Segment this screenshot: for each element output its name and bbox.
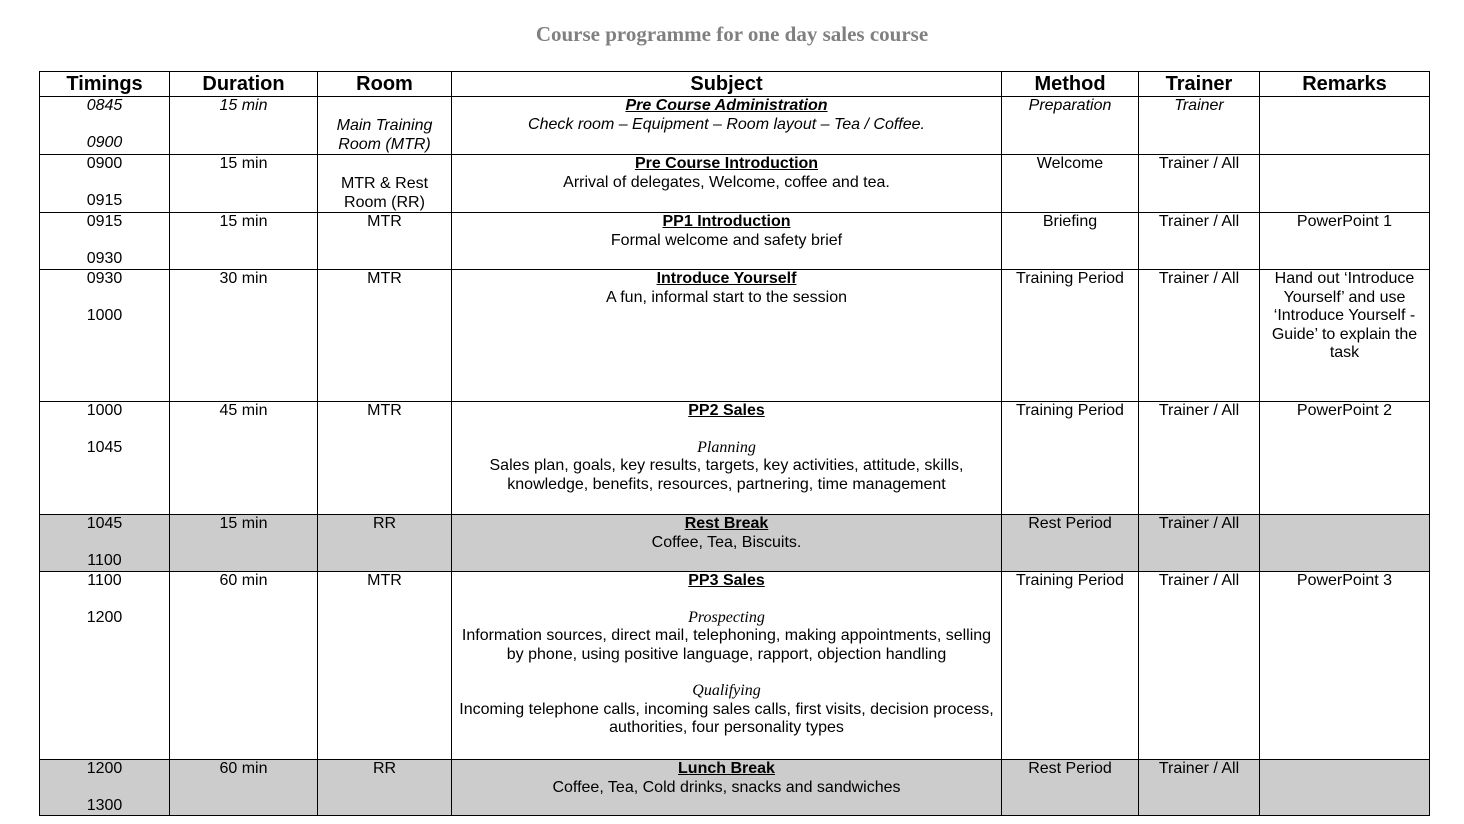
section-title: Prospecting <box>688 608 765 626</box>
subject-cell <box>452 213 1002 270</box>
duration-cell: 15 min <box>170 213 318 270</box>
remarks-cell: PowerPoint 1 <box>1260 213 1430 270</box>
subject-text: Coffee, Tea, Biscuits. <box>651 533 802 551</box>
section-text: Sales plan, goals, key results, targets, key activities, attitude, skills, knowledge, benefits, resources, partnering, time management <box>489 457 964 493</box>
trainer-cell: Trainer / All <box>1139 515 1260 572</box>
end-time: 0930 <box>86 249 123 267</box>
header-room: Room <box>318 72 452 97</box>
timings-cell <box>40 270 170 402</box>
table-row <box>40 155 1430 213</box>
start-time: 0915 <box>86 213 123 230</box>
room-cell: Main Training Room (MTR) <box>318 97 452 155</box>
header-method: Method <box>1002 72 1139 97</box>
remarks-cell <box>1260 155 1430 213</box>
header-remarks: Remarks <box>1260 72 1430 97</box>
subject-cell <box>452 155 1002 213</box>
subject-text: Check room – Equipment – Room layout – Tea / Coffee. <box>528 115 925 133</box>
room-cell: RR <box>318 515 452 572</box>
section-text: Information sources, direct mail, telephoning, making appointments, selling by phone, using positive language, rapport, objection handling <box>461 627 992 663</box>
subject-cell <box>452 515 1002 572</box>
timings-cell <box>40 213 170 270</box>
room-cell: MTR <box>318 572 452 760</box>
timings-cell <box>40 572 170 760</box>
section-title: Qualifying <box>692 682 761 699</box>
method-cell: Training Period <box>1002 402 1139 515</box>
table-row <box>40 402 1430 515</box>
timings-cell <box>40 760 170 816</box>
room-cell: MTR & Rest Room (RR) <box>318 155 452 213</box>
method-cell: Training Period <box>1002 270 1139 402</box>
remarks-cell <box>1260 760 1430 816</box>
subject-title: PP1 Introduction <box>662 213 791 230</box>
start-time: 1100 <box>87 572 122 589</box>
room-cell: RR <box>318 760 452 816</box>
subject-title: Pre Course Introduction <box>634 155 819 172</box>
remarks-cell <box>1260 97 1430 155</box>
table-row <box>40 572 1430 760</box>
table-row <box>40 760 1430 816</box>
duration-cell: 15 min <box>170 97 318 155</box>
subject-cell <box>452 760 1002 816</box>
start-time: 0900 <box>86 155 123 172</box>
method-cell: Preparation <box>1002 97 1139 155</box>
method-cell: Rest Period <box>1002 515 1139 572</box>
method-cell: Welcome <box>1002 155 1139 213</box>
end-time: 1300 <box>86 796 123 814</box>
timings-cell <box>40 97 170 155</box>
header-duration: Duration <box>170 72 318 97</box>
subject-title: Introduce Yourself <box>656 270 797 287</box>
table-row <box>40 97 1430 155</box>
header-subject: Subject <box>452 72 1002 97</box>
subject-title: Rest Break <box>684 515 769 532</box>
trainer-cell: Trainer / All <box>1139 760 1260 816</box>
room-cell: MTR <box>318 270 452 402</box>
course-programme-table <box>39 71 1430 816</box>
header-trainer: Trainer <box>1139 72 1260 97</box>
timings-cell <box>40 402 170 515</box>
subject-cell <box>452 97 1002 155</box>
header-timings: Timings <box>40 72 170 97</box>
table-row <box>40 270 1430 402</box>
table-row <box>40 515 1430 572</box>
subject-title: Lunch Break <box>678 760 775 777</box>
remarks-cell: Hand out ‘Introduce Yourself’ and use ‘Introduce Yourself - Guide’ to explain the task <box>1260 270 1430 402</box>
timings-cell <box>40 155 170 213</box>
table-row <box>40 213 1430 270</box>
remarks-cell <box>1260 515 1430 572</box>
method-cell: Rest Period <box>1002 760 1139 816</box>
duration-cell: 45 min <box>170 402 318 515</box>
header-row <box>40 72 1430 97</box>
trainer-cell: Trainer / All <box>1139 402 1260 515</box>
subject-title: PP3 Sales <box>688 572 765 589</box>
duration-cell: 30 min <box>170 270 318 402</box>
subject-title: Pre Course Administration <box>625 97 828 114</box>
start-time: 1200 <box>86 760 123 777</box>
remarks-cell: PowerPoint 3 <box>1260 572 1430 760</box>
start-time: 0930 <box>86 270 123 287</box>
document-title: Course programme for one day sales course <box>535 22 929 46</box>
duration-cell: 15 min <box>170 515 318 572</box>
room-cell: MTR <box>318 402 452 515</box>
trainer-cell: Trainer / All <box>1139 155 1260 213</box>
method-cell: Training Period <box>1002 572 1139 760</box>
subject-text: Arrival of delegates, Welcome, coffee and tea. <box>563 173 890 191</box>
trainer-cell: Trainer / All <box>1139 213 1260 270</box>
end-time: 1000 <box>86 306 123 324</box>
trainer-cell: Trainer / All <box>1139 572 1260 760</box>
subject-cell <box>452 402 1002 515</box>
section-title: Planning <box>697 438 756 456</box>
subject-text: Coffee, Tea, Cold drinks, snacks and sandwiches <box>552 778 901 796</box>
start-time: 1000 <box>86 402 123 419</box>
subject-text: Formal welcome and safety brief <box>610 231 843 249</box>
start-time: 1045 <box>86 515 123 532</box>
subject-text: A fun, informal start to the session <box>605 288 847 306</box>
duration-cell: 60 min <box>170 760 318 816</box>
trainer-cell: Trainer <box>1139 97 1260 155</box>
remarks-cell: PowerPoint 2 <box>1260 402 1430 515</box>
section-text: Incoming telephone calls, incoming sales calls, first visits, decision process, authorities, four personality types <box>459 700 994 736</box>
duration-cell: 15 min <box>170 155 318 213</box>
duration-cell: 60 min <box>170 572 318 760</box>
subject-title: PP2 Sales <box>688 402 765 419</box>
method-cell: Briefing <box>1002 213 1139 270</box>
timings-cell <box>40 515 170 572</box>
end-time: 1100 <box>87 551 122 569</box>
trainer-cell: Trainer / All <box>1139 270 1260 402</box>
subject-cell <box>452 270 1002 402</box>
end-time: 1045 <box>86 438 123 456</box>
room-cell: MTR <box>318 213 452 270</box>
end-time: 0900 <box>86 133 123 151</box>
end-time: 0915 <box>86 191 123 209</box>
subject-cell <box>452 572 1002 760</box>
end-time: 1200 <box>86 608 123 626</box>
start-time: 0845 <box>86 97 123 114</box>
